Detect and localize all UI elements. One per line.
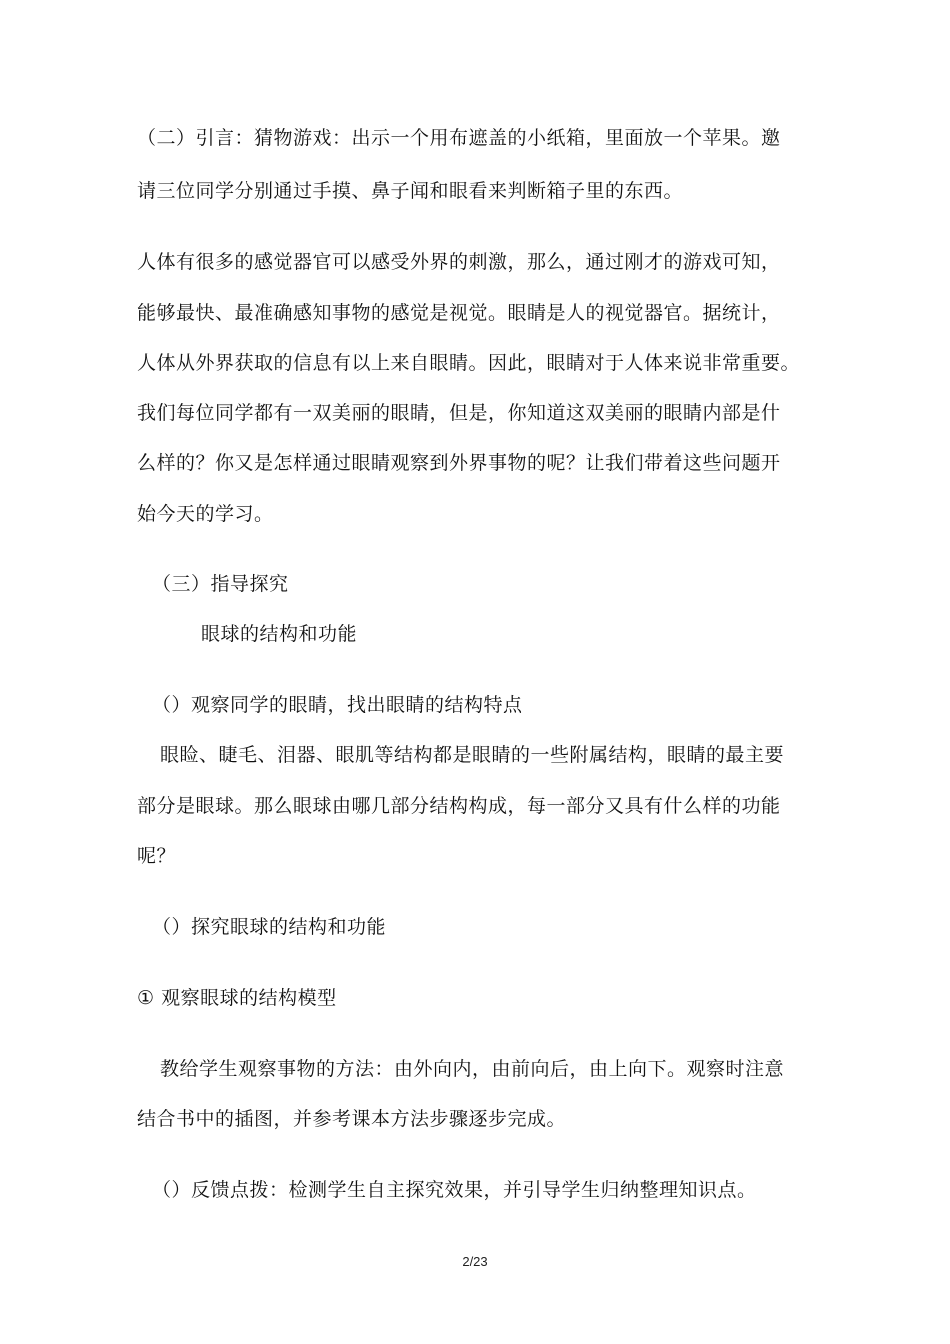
- method-line-2: 结合书中的插图，并参考课本方法步骤逐步完成。: [137, 1108, 567, 1130]
- body-line-2: 能够最快、最准确感知事物的感觉是视觉。眼睛是人的视觉器官。据统计，: [137, 302, 781, 324]
- step-explore-eyeball: （）探究眼球的结构和功能: [152, 916, 387, 938]
- section-heading: （三）指导探究: [152, 573, 289, 595]
- subsection-heading: 眼球的结构和功能: [201, 623, 358, 645]
- page-number: 2/23: [462, 1254, 488, 1269]
- intro-line-1: （二）引言：猜物游戏：出示一个用布遮盖的小纸箱，里面放一个苹果。邀: [137, 127, 781, 149]
- structure-line-2: 部分是眼球。那么眼球由哪几部分结构构成，每一部分又具有什么样的功能: [137, 795, 781, 817]
- step-observe-model: ① 观察眼球的结构模型: [137, 987, 337, 1009]
- step-feedback: （）反馈点拨：检测学生自主探究效果，并引导学生归纳整理知识点。: [152, 1179, 757, 1201]
- method-line-1: 教给学生观察事物的方法：由外向内，由前向后，由上向下。观察时注意: [160, 1058, 785, 1080]
- structure-line-1: 眼睑、睫毛、泪器、眼肌等结构都是眼睛的一些附属结构，眼睛的最主要: [160, 744, 785, 766]
- body-line-4: 我们每位同学都有一双美丽的眼睛，但是，你知道这双美丽的眼睛内部是什: [137, 402, 781, 424]
- body-line-5: 么样的？你又是怎样通过眼睛观察到外界事物的呢？让我们带着这些问题开: [137, 452, 781, 474]
- structure-line-3: 呢？: [137, 845, 177, 867]
- body-line-3: 人体从外界获取的信息有以上来自眼睛。因此，眼睛对于人体来说非常重要。: [137, 352, 801, 374]
- body-line-6: 始今天的学习。: [137, 503, 274, 525]
- intro-line-2: 请三位同学分别通过手摸、鼻子闻和眼看来判断箱子里的东西。: [137, 180, 684, 202]
- step-observe-eyes: （）观察同学的眼睛，找出眼睛的结构特点: [152, 694, 523, 716]
- body-line-1: 人体有很多的感觉器官可以感受外界的刺激，那么，通过刚才的游戏可知，: [137, 251, 781, 273]
